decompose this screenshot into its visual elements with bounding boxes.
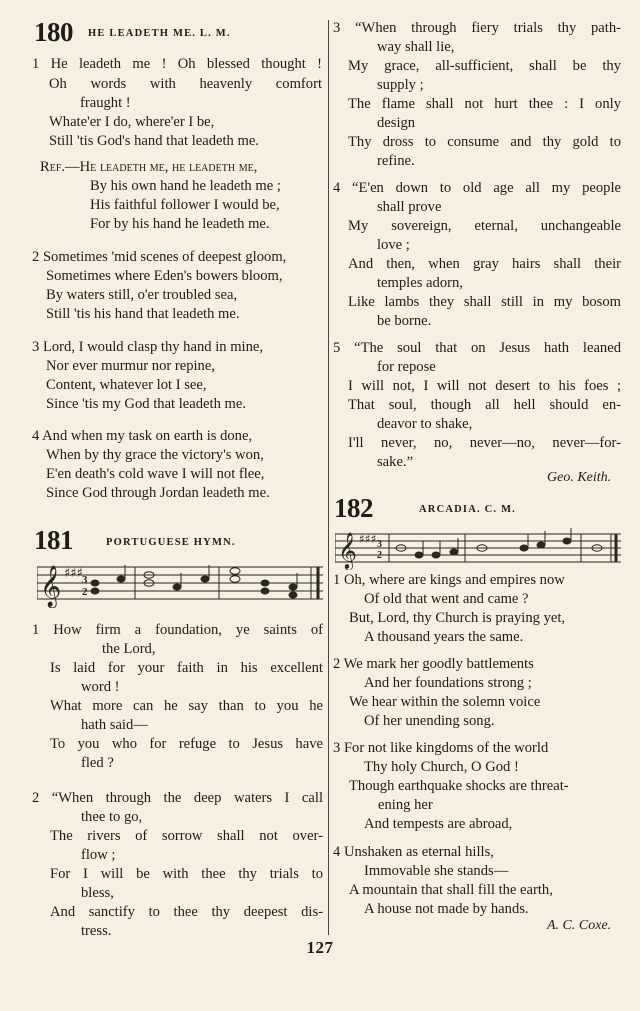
svg-text:2: 2 bbox=[377, 550, 382, 561]
hymn-tune-title: ARCADIA. C. M. bbox=[419, 504, 517, 515]
verse-line: the Lord, bbox=[102, 641, 156, 657]
verse-line: My grace, all-sufficient, shall be thy bbox=[348, 58, 621, 74]
refrain-line: For by his hand he leadeth me. bbox=[90, 216, 270, 232]
verse-line: 3 “When through fiery trials thy path- bbox=[333, 20, 621, 36]
verse-line: 4 And when my task on earth is done, bbox=[32, 428, 253, 444]
verse-line: supply ; bbox=[377, 77, 424, 93]
verse-line: I'll never, no, never—no, never—for- bbox=[348, 435, 621, 451]
verse-line: design bbox=[377, 115, 416, 131]
svg-text:𝄞: 𝄞 bbox=[40, 566, 62, 607]
svg-text:♯♯♯: ♯♯♯ bbox=[359, 532, 377, 546]
verse-line: 1 Oh, where are kings and empires now bbox=[333, 572, 565, 588]
verse-line: deavor to shake, bbox=[377, 416, 473, 432]
verse-line: fled ? bbox=[81, 755, 114, 771]
verse-line: 3 For not like kingdoms of the world bbox=[333, 740, 549, 756]
verse-line: For I will be with thee thy trials to bbox=[50, 866, 323, 882]
verse-line: Nor ever murmur nor repine, bbox=[46, 358, 215, 374]
verse-line: To you who for refuge to Jesus have bbox=[50, 736, 323, 752]
verse-line: for repose bbox=[377, 359, 436, 375]
svg-text:2: 2 bbox=[82, 586, 88, 598]
verse-line: 1 How firm a foundation, ye saints of bbox=[32, 622, 323, 638]
verse-line: But, Lord, thy Church is praying yet, bbox=[349, 610, 566, 626]
verse-line: What more can he say than to you he bbox=[50, 698, 323, 714]
verse-line: And sanctify to thee thy deepest dis- bbox=[50, 904, 323, 920]
hymn-number: 181 bbox=[34, 525, 73, 555]
svg-text:♯♯♯: ♯♯♯ bbox=[64, 566, 83, 581]
svg-text:𝄞: 𝄞 bbox=[338, 531, 357, 569]
verse-line: thee to go, bbox=[81, 809, 143, 825]
verse-line: Though earthquake shocks are threat- bbox=[349, 778, 569, 794]
verse-line: When by thy grace the victory's won, bbox=[46, 447, 264, 463]
verse-line: way shall lie, bbox=[377, 39, 455, 55]
verse-line: 1 He leadeth me ! Oh blessed thought ! bbox=[32, 56, 322, 72]
refrain-line: By his own hand he leadeth me ; bbox=[90, 178, 281, 194]
verse-line: By waters still, o'er troubled sea, bbox=[46, 287, 238, 303]
music-staff-arcadia bbox=[335, 528, 621, 570]
refrain-line: His faithful follower I would be, bbox=[90, 197, 280, 213]
page-number: 127 bbox=[306, 938, 334, 957]
verse-line: E'en death's cold wave I will not flee, bbox=[46, 466, 265, 482]
verse-line: temples adorn, bbox=[377, 275, 463, 291]
verse-line: A mountain that shall fill the earth, bbox=[349, 882, 553, 898]
author-attribution: Geo. Keith. bbox=[547, 470, 612, 485]
verse-line: And then, when gray hairs shall their bbox=[348, 256, 621, 272]
verse-line: A thousand years the same. bbox=[364, 629, 524, 645]
verse-line: tress. bbox=[81, 923, 112, 939]
verse-line: Still 'tis his hand that leadeth me. bbox=[46, 306, 240, 322]
verse-line: And tempests are abroad, bbox=[364, 816, 513, 832]
verse-line: Oh words with heavenly comfort bbox=[49, 76, 322, 92]
verse-line: And her foundations strong ; bbox=[364, 675, 532, 691]
verse-line: 5 “The soul that on Jesus hath leaned bbox=[333, 340, 621, 356]
verse-line: 4 Unshaken as eternal hills, bbox=[333, 844, 494, 860]
svg-text:3: 3 bbox=[377, 539, 382, 550]
verse-line: fraught ! bbox=[80, 95, 131, 111]
verse-line: flow ; bbox=[81, 847, 116, 863]
verse-line: 2 Sometimes 'mid scenes of deepest gloom, bbox=[32, 249, 287, 265]
verse-line: 3 Lord, I would clasp thy hand in mine, bbox=[32, 339, 264, 355]
verse-line: 2 “When through the deep waters I call bbox=[32, 790, 323, 806]
verse-line: A house not made by hands. bbox=[364, 901, 529, 917]
svg-text:3: 3 bbox=[82, 574, 88, 586]
verse-line: That soul, though all hell should en- bbox=[348, 397, 621, 413]
verse-line: Since 'tis my God that leadeth me. bbox=[46, 396, 247, 412]
hymn-tune-title: PORTUGUESE HYMN. bbox=[106, 537, 236, 548]
verse-line: 4 “E'en down to old age all my people bbox=[333, 180, 621, 196]
verse-line: Since God through Jordan leadeth me. bbox=[46, 485, 270, 501]
verse-line: Sometimes where Eden's bowers bloom, bbox=[46, 268, 283, 284]
verse-line: Is laid for your faith in his excellent bbox=[50, 660, 323, 676]
verse-line: Immovable she stands— bbox=[364, 863, 509, 879]
verse-line: Like lambs they shall still in my bosom bbox=[348, 294, 621, 310]
verse-line: Of old that went and came ? bbox=[364, 591, 529, 607]
hymn-tune-title: HE LEADETH ME. L. M. bbox=[88, 28, 231, 39]
verse-line: hath said— bbox=[81, 717, 148, 733]
verse-line: refine. bbox=[377, 153, 415, 169]
verse-line: I will not, I will not desert to his foes ; bbox=[348, 378, 621, 394]
verse-line: The rivers of sorrow shall not over- bbox=[50, 828, 323, 844]
hymn-number: 180 bbox=[34, 17, 73, 47]
hymn-number: 182 bbox=[334, 493, 373, 523]
verse-line: shall prove bbox=[377, 199, 442, 215]
verse-line: be borne. bbox=[377, 313, 432, 329]
verse-line: ening her bbox=[378, 797, 433, 813]
verse-line: Of her unending song. bbox=[364, 713, 495, 729]
verse-line: Whate'er I do, where'er I be, bbox=[49, 114, 215, 130]
verse-line: Content, whatever lot I see, bbox=[46, 377, 207, 393]
verse-line: Thy dross to consume and thy gold to bbox=[348, 134, 621, 150]
verse-line: love ; bbox=[377, 237, 410, 253]
music-staff-portuguese-hymn bbox=[37, 562, 323, 608]
author-attribution: A. C. Coxe. bbox=[547, 918, 612, 933]
verse-line: The flame shall not hurt thee : I only bbox=[348, 96, 621, 112]
refrain-line: Ref.—He leadeth me, he leadeth me, bbox=[40, 159, 258, 175]
verse-line: We hear within the solemn voice bbox=[349, 694, 541, 710]
verse-line: 2 We mark her goodly battlements bbox=[333, 656, 534, 672]
column-divider bbox=[328, 20, 329, 935]
verse-line: bless, bbox=[81, 885, 114, 901]
verse-line: word ! bbox=[81, 679, 120, 695]
verse-line: Thy holy Church, O God ! bbox=[364, 759, 519, 775]
verse-line: sake.” bbox=[377, 454, 414, 470]
verse-line: My sovereign, eternal, unchangeable bbox=[348, 218, 621, 234]
verse-line: Still 'tis God's hand that leadeth me. bbox=[49, 133, 259, 149]
